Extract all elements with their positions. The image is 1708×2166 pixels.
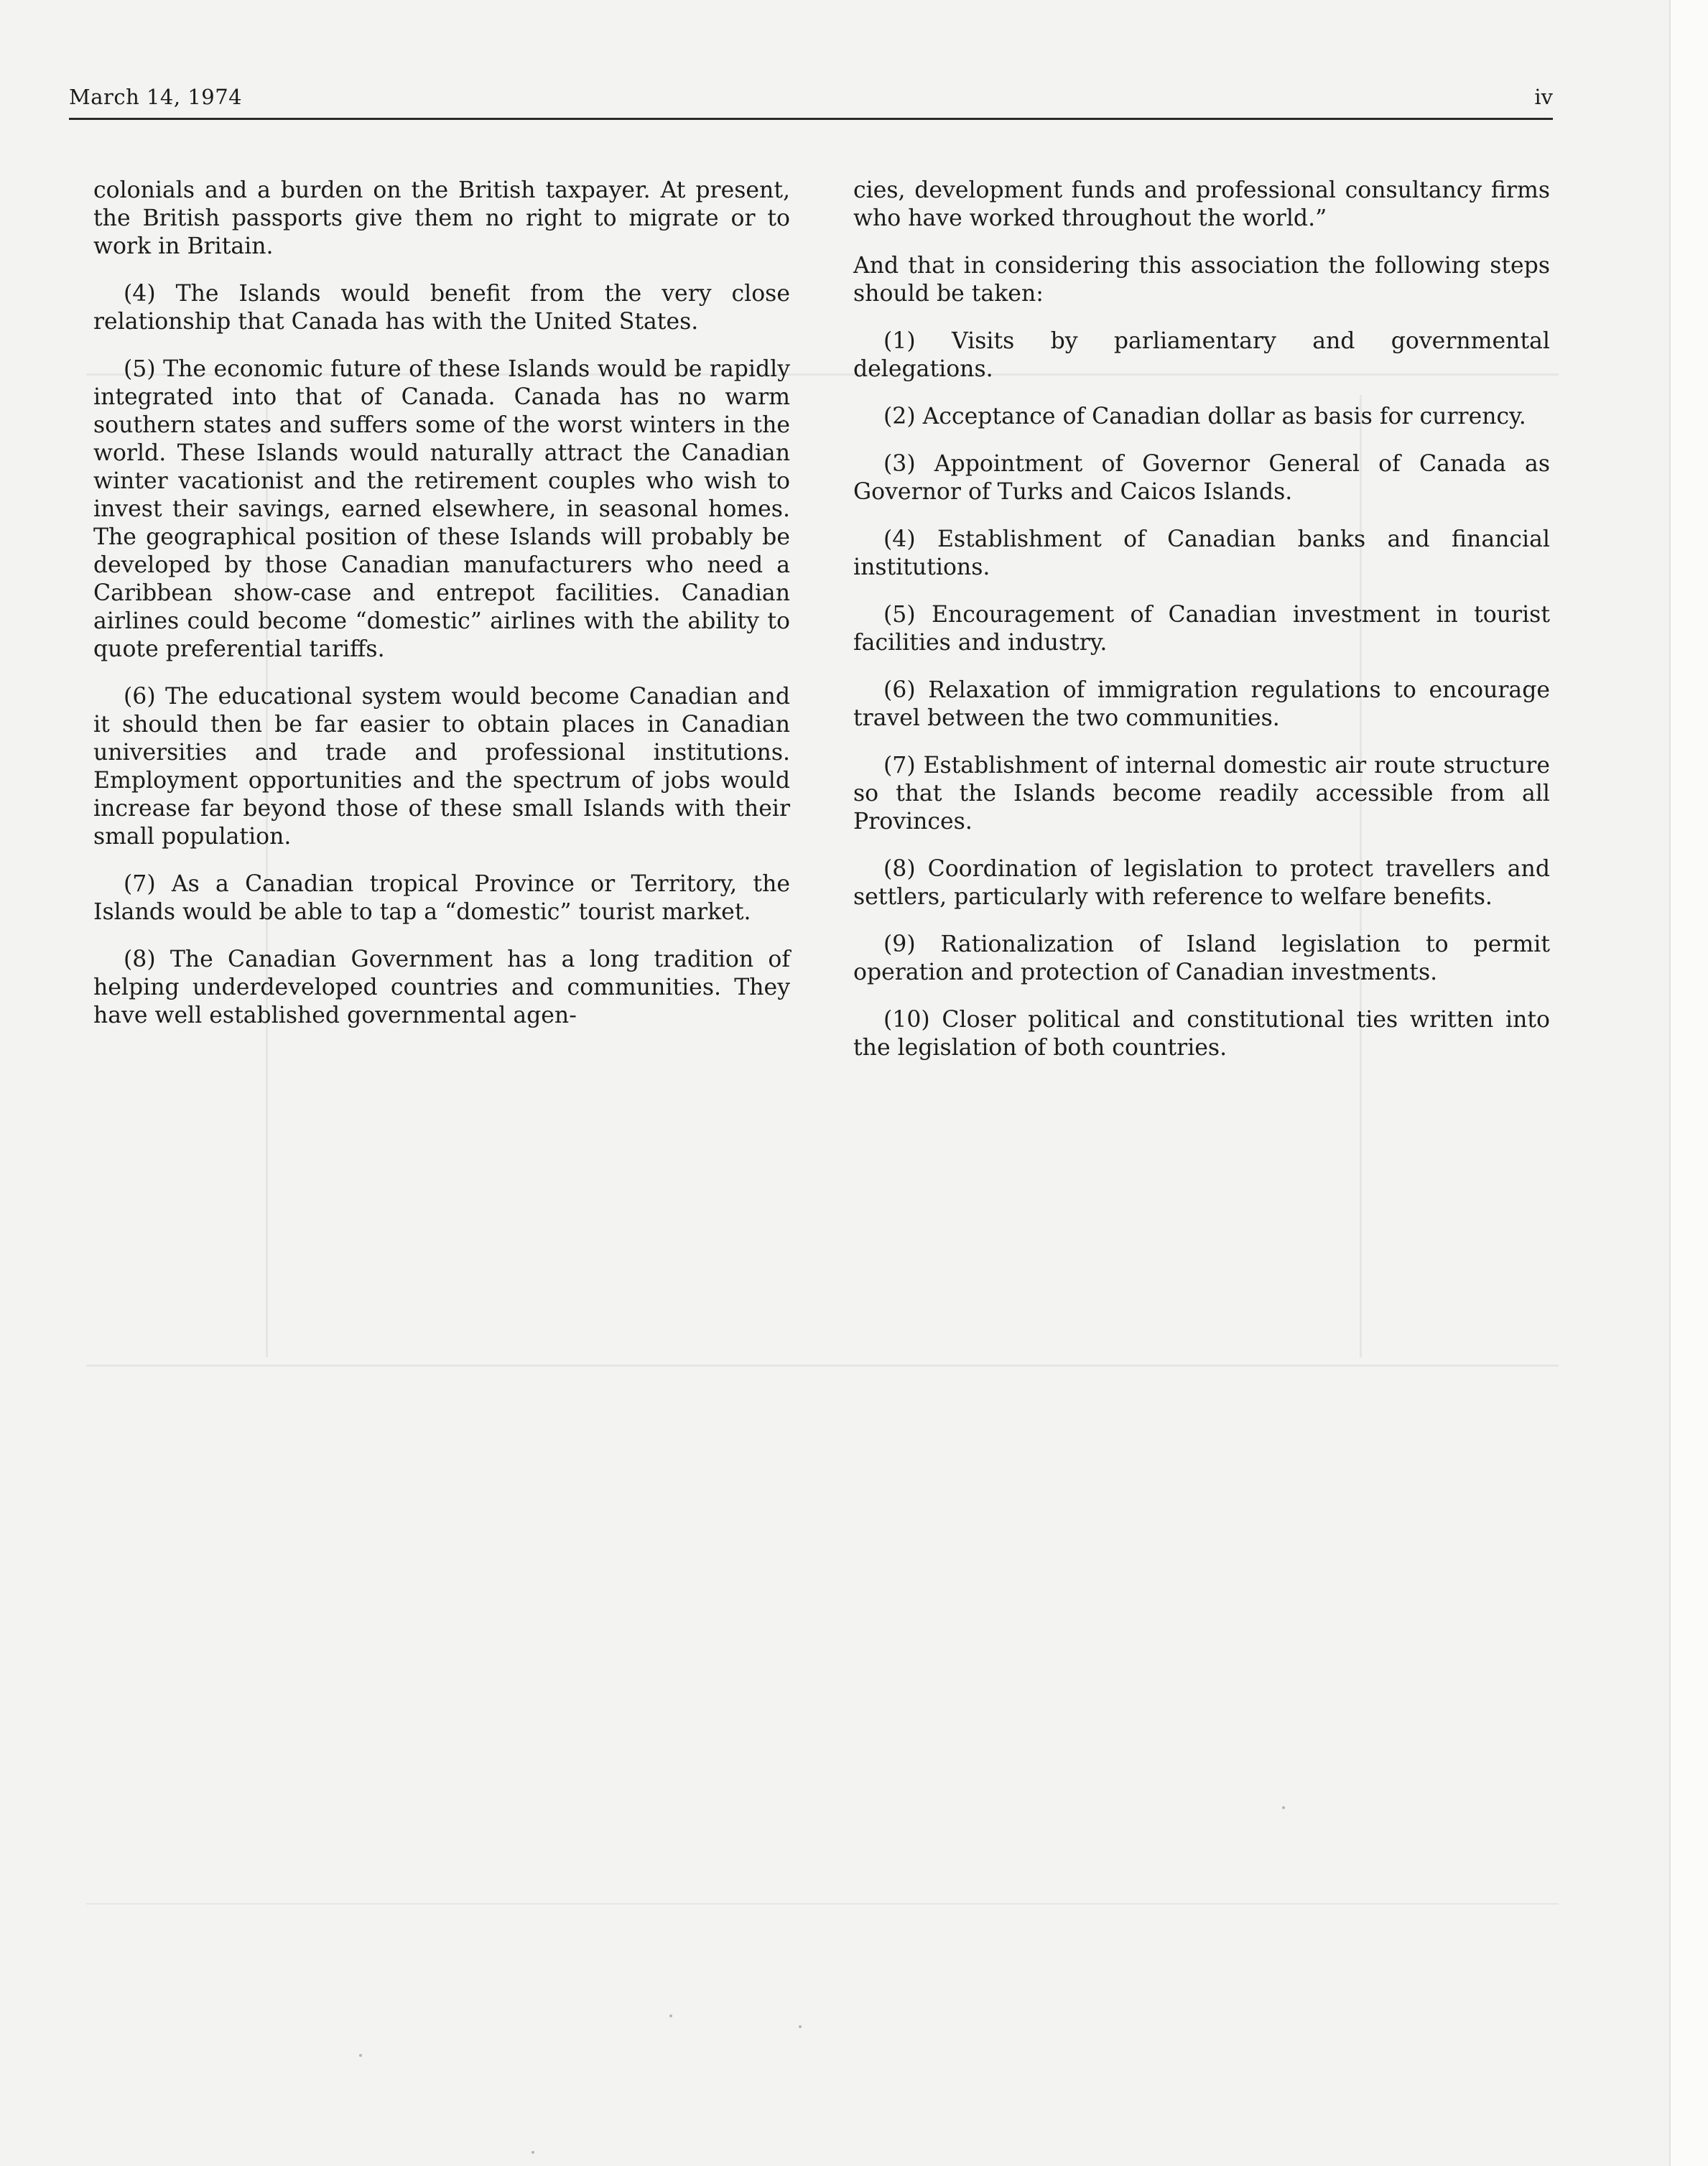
paragraph: (7) As a Canadian tropical Province or Territory, the Islands would be able to tap a “domestic” tourist market. — [93, 871, 790, 925]
page-number: iv — [1534, 85, 1553, 109]
left-column — [93, 177, 790, 1049]
step-item: (10) Closer political and constitutional ties written into the legislation of both countries. — [853, 1007, 1550, 1061]
steps-intro: And that in considering this association the following steps should be taken: — [853, 253, 1550, 307]
header-date: March 14, 1974 — [69, 85, 243, 109]
paragraph: (4) The Islands would benefit from the very close relationship that Canada has with the United States. — [93, 281, 790, 335]
step-item: (7) Establishment of internal domestic air route structure so that the Islands become readily accessible from all Provinces. — [853, 753, 1550, 835]
bleed-through-rule — [86, 1903, 1559, 1905]
right-column — [853, 177, 1550, 1082]
scan-speck — [532, 2151, 534, 2154]
step-item: (9) Rationalization of Island legislation to permit operation and protection of Canadian investments. — [853, 931, 1550, 985]
step-item: (5) Encouragement of Canadian investment in tourist facilities and industry. — [853, 602, 1550, 656]
scan-speck — [669, 2014, 672, 2017]
bleed-through-rule — [86, 1365, 1559, 1367]
paragraph: (8) The Canadian Government has a long tradition of helping underdeveloped countries and communities. They have well established governmental agen- — [93, 947, 790, 1028]
page-header — [69, 85, 1553, 120]
step-item: (1) Visits by parliamentary and governmental delegations. — [853, 328, 1550, 382]
scan-speck — [799, 2025, 802, 2028]
paragraph: colonials and a burden on the British taxpayer. At present, the British passports give them no right to migrate or to work in Britain. — [93, 177, 790, 259]
paragraph: (6) The educational system would become Canadian and it should then be far easier to obtain places in Canadian universities and trade and professional institutions. Employment opportunities and the spectrum of jobs would increase far beyond those of these small Islands with their small population. — [93, 684, 790, 850]
step-item: (2) Acceptance of Canadian dollar as basis for currency. — [883, 404, 1526, 429]
scan-speck — [1282, 1806, 1285, 1809]
step-item: (4) Establishment of Canadian banks and financial institutions. — [853, 526, 1550, 580]
step-item: (6) Relaxation of immigration regulations to encourage travel between the two communities. — [853, 677, 1550, 731]
step-item: (3) Appointment of Governor General of Canada as Governor of Turks and Caicos Islands. — [853, 451, 1550, 505]
page-edge — [1669, 0, 1708, 2166]
paragraph: cies, development funds and professional consultancy firms who have worked throughout the world.” — [853, 177, 1550, 231]
step-item: (8) Coordination of legislation to protect travellers and settlers, particularly with reference to welfare benefits. — [853, 856, 1550, 910]
scan-speck — [359, 2054, 362, 2057]
paragraph: (5) The economic future of these Islands would be rapidly integrated into that of Canada. Canada has no warm southern states and suffers some of the worst winters in the world. These Islands would naturally attract the Canadian winter vacationist and the retirement couples who wish to invest their savings, earned elsewhere, in seasonal homes. The geographical position of these Islands will probably be developed by those Canadian manufacturers who need a Caribbean show-case and entrepot facilities. Canadian airlines could become “domestic” airlines with the ability to quote preferential tariffs. — [93, 356, 790, 662]
